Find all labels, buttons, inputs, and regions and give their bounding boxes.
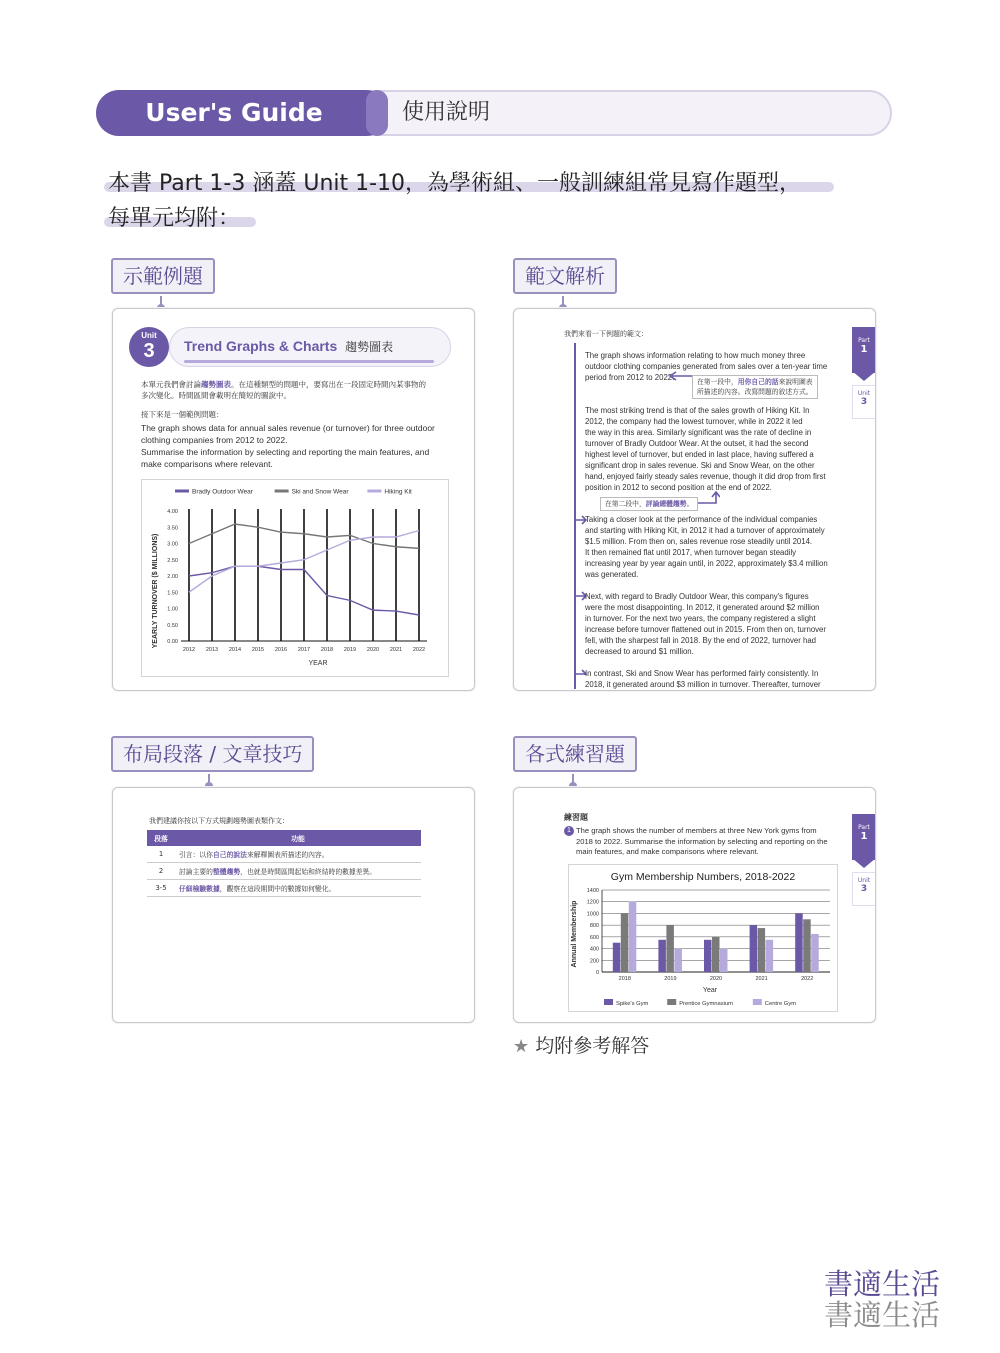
x-tick-label: 2016 [274,647,288,653]
bar-x-tick: 2019 [664,976,677,982]
exercise-heading: 練習題 [564,813,588,822]
bar [811,934,819,972]
part-ribbon: Part 1 [852,327,876,373]
bar [621,913,629,972]
bar-legend-swatch [667,999,676,1005]
bar-chart [568,864,838,1012]
section-tag-example: 示範例題 [111,258,215,294]
essay-para-2: The most striking trend is that of the sales growth of Hiking Kit. In 2012, the company had the lowest turnover, while in 2022 it led the way in this area. Similarly significant was the rate of decline in turnover of Bradly Outdoor Wear. At the outset, it had the second highest level of turnover, but ended in last place, having suffered a significant drop in sales revenue. Ski and Snow Wear, on the other hand, enjoyed fairly steady sales revenue, though it did drop from first position in 2012 to second position at the end of 2022. [585,406,826,492]
panel-layout-tips [112,787,475,1023]
bar [758,928,766,972]
header-title-en: User's Guide [145,98,323,127]
section-tag-layout: 布局段落 / 文章技巧 [111,736,314,772]
y-tick-label: 0.50 [167,622,178,629]
essay-note-2: 在第二段中，評論總體趨勢。 [600,497,698,511]
x-tick-label: 2015 [251,647,265,653]
bar [613,943,621,972]
x-tick-label: 2021 [389,647,403,653]
section-tag-exercises: 各式練習題 [513,736,637,772]
bar-y-tick: 0 [595,970,599,976]
y-tick-label: 1.00 [167,606,178,613]
unit-title-pill [169,327,451,367]
bar-legend-label: Centre Gym [764,1001,797,1007]
bar [658,940,666,972]
bar-legend-swatch [753,999,762,1005]
x-tick-label: 2017 [297,647,311,653]
essay-note-1: 在第一段中，用你自己的話來說明圖表 所描述的內容。改寫問題的敘述方式。 [692,375,818,399]
bar-x-tick: 2018 [618,976,631,982]
bar [766,940,774,972]
section-connector [572,774,574,786]
y-tick-label: 4.00 [167,509,178,515]
section-connector [562,296,564,308]
y-tick-label: 0.00 [167,639,178,645]
bar-legend-swatch [604,999,613,1005]
bar-y-tick: 200 [589,958,599,965]
section-connector [208,774,210,786]
bar-chart-x-label: Year [702,987,718,994]
part-ribbon: Part 1 [852,814,876,860]
bar-chart-title: Gym Membership Numbers, 2018-2022 [610,871,796,883]
y-tick-label: 1.50 [167,590,178,597]
p1-intro: 本單元我們會討論趨勢圖表。在這種類型的問題中，要寫出在一段固定時間內某事物的 多次變化。時間區間會載明在簡短的圖說中。 [141,380,426,400]
p1-question: The graph shows data for annual sales revenue (or turnover) for three outdoor clothing companies from 2012 to 2022. Summarise the information by selecting and reporting the main features, and make comparisons where relevant. [141,423,435,469]
table-header-function: 功能 [175,830,421,846]
unit-tab: Unit 3 [852,385,876,419]
intro-line-1: 本書 Part 1-3 涵蓋 Unit 1-10，為學術組、一般訓練組常見寫作題型， [108,171,802,196]
legend-label: Hiking Kit [384,488,412,496]
essay-para-3: Taking a closer look at the performance of the individual companies and starting with Hiking Kit, in 2012 it had a turnover of approximately $1.5 million. From then on, sales revenue rose steadily until 2014. It then remained flat until 2017, when turnover began steadily increasing year by year again until, in 2022, approximately $3.4 million was generated. [585,515,828,579]
y-tick-label: 3.00 [167,541,178,548]
p1-example-lead: 接下來是一個範例問題： [141,410,224,419]
x-tick-label: 2013 [205,647,219,653]
y-tick-label: 2.00 [167,574,178,580]
star-icon: ★ [513,1036,530,1057]
x-tick-label: 2019 [343,647,357,653]
y-tick-label: 2.50 [167,557,178,564]
bar-y-tick: 600 [589,934,599,941]
line-chart [141,479,449,677]
table-header-paragraph: 段落 [147,830,175,846]
bar-y-tick: 800 [589,923,599,930]
bar [750,925,758,972]
bar-x-tick: 2021 [755,976,768,982]
p2-lead: 我們來看一下例題的範文： [564,330,648,338]
exercise-number: 1 [564,826,574,836]
x-tick-label: 2014 [228,647,242,653]
y-tick-label: 3.50 [167,525,178,532]
bar [712,937,720,972]
note-arrow-icon [696,489,720,507]
panel-model-essay [513,308,876,691]
bar-x-tick: 2020 [709,976,723,982]
brand-logo: 書適生活 [823,1267,940,1301]
section-connector [160,296,162,308]
exercise-task: The graph shows the number of members at three New York gyms from 2018 to 2022. Summarise the information by selecting and reporting on the main features, and make comparisons where relevant. [576,826,828,856]
bar-y-tick: 1200 [586,899,599,906]
essay-para-1: The graph shows information relating to how much money three outdoor clothing companies generated from sales over a ten-year time period from 2012 to 2022. [585,351,828,382]
panel-exercises [513,787,876,1023]
bar-legend-label: Spike's Gym [616,1001,649,1007]
brand-logo-shadow: 書適生活 [823,1298,940,1332]
bar-x-tick: 2022 [801,976,814,982]
bar [704,940,712,972]
unit-title-zh: 趨勢圖表 [345,340,394,354]
legend-label: Bradly Outdoor Wear [192,488,253,496]
x-tick-label: 2020 [366,647,380,653]
legend-label: Ski and Snow Wear [291,488,349,496]
x-tick-label: 2022 [412,647,426,653]
intro-line-2: 每單元均附： [108,206,241,231]
p3-lead: 我們建議你按以下方式規劃趨勢圖表類作文： [149,817,289,825]
bar-chart-y-label: Annual Membership [571,900,578,968]
header-title-zh: 使用說明 [402,100,491,125]
x-tick-label: 2012 [182,647,196,653]
unit-badge: Unit 3 [129,327,169,367]
chart-y-axis-label: YEARLY TURNOVER ($ MILLIONS) [152,533,159,649]
bar-y-tick: 400 [589,946,599,953]
chart-x-axis-label: YEAR [308,660,328,667]
bar-y-tick: 1400 [586,888,599,894]
answer-note [513,1031,649,1058]
section-tag-model-essay: 範文解析 [513,258,617,294]
bar [674,949,682,972]
bar [666,925,674,972]
essay-para-4: Next, with regard to Bradly Outdoor Wear, this company's figures were the most disappointing. In 2012, it generated around $2 million in turnover. For the next two years, the company registered a slight increase before turnover flattened out in 2015. From then on, turnover fell, with the sharpest fall in 2018. By the end of 2022, turnover had decreased to around $1 million. [585,592,826,656]
unit-tab: Unit 3 [852,872,876,906]
bar-y-tick: 1000 [586,911,599,918]
panel-example-question [112,308,475,691]
bar-legend-label: Prentice Gymnasium [679,1001,734,1007]
bar [720,949,728,972]
bar [629,902,637,972]
bar [803,919,811,972]
table-row: 1 引言：以你自己的說法來解釋圖表所描述的內容。 [147,846,421,863]
x-tick-label: 2018 [320,647,334,653]
bar [795,913,803,972]
unit-title-en: Trend Graphs & Charts [184,338,338,354]
answer-note-text: 均附參考解答 [535,1035,650,1057]
layout-table [147,830,421,897]
essay-para-5: In contrast, Ski and Snow Wear has performed fairly consistently. In 2018, it generated around $3 million in turnover. Thereafter, turnover [585,669,821,689]
table-row: 2 討論主要的整體趨勢，也就是時間區間起始和終結時的數據差異。 [147,863,421,880]
table-row: 3-5 仔細檢驗數據，觀察在這段期間中的數據如何變化。 [147,880,421,897]
